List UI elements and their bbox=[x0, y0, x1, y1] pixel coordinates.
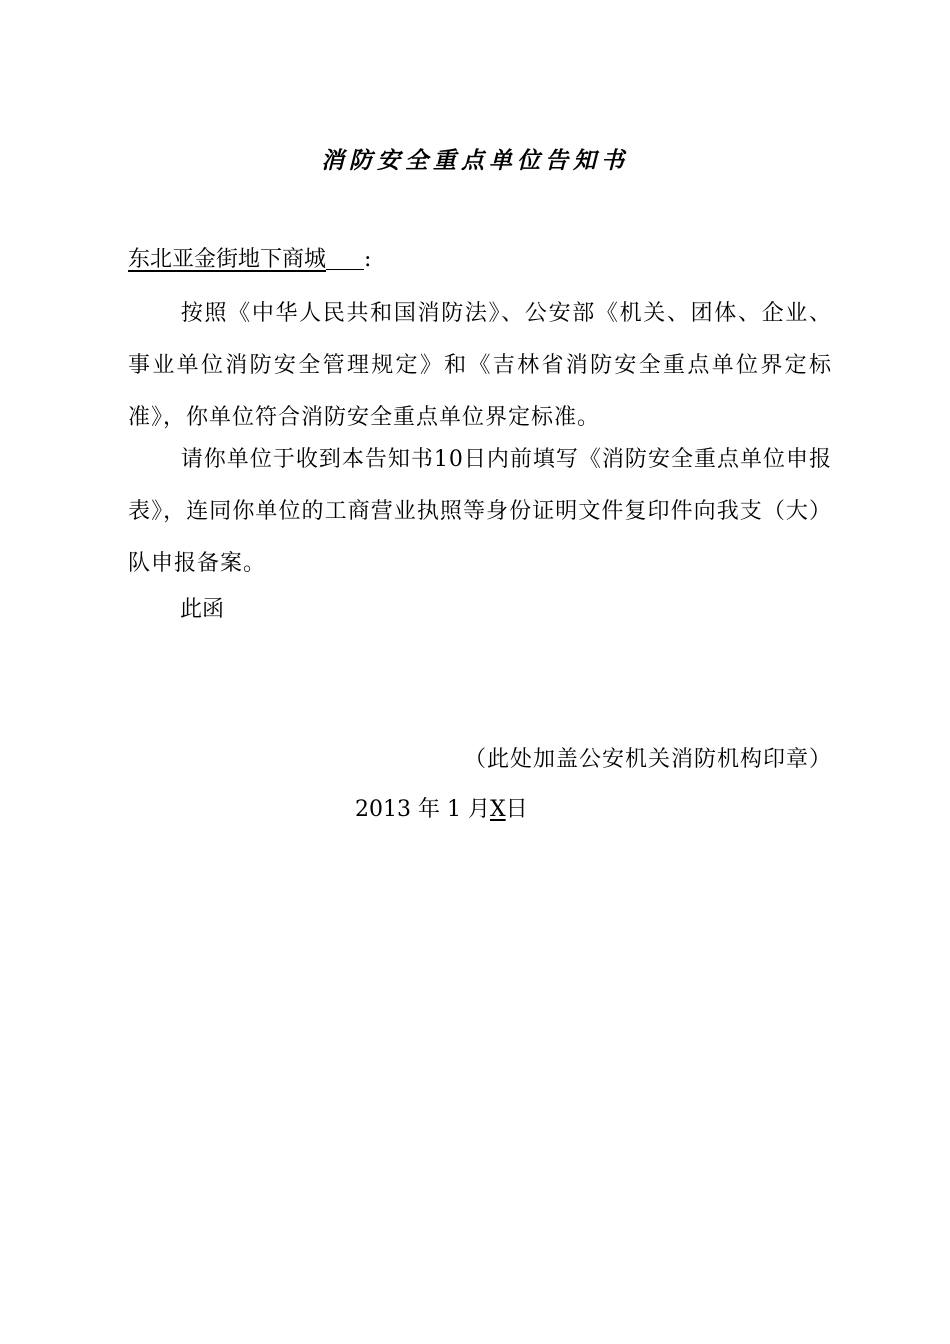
recipient-colon: : bbox=[364, 247, 372, 272]
document-title: 消防安全重点单位告知书 bbox=[321, 147, 629, 174]
issue-date bbox=[355, 790, 528, 830]
recipient-underline-pad bbox=[326, 243, 364, 270]
closing-text: 此函 bbox=[180, 597, 225, 622]
seal-note: （此处加盖公安机关消防机构印章） bbox=[463, 747, 832, 772]
salutation-line bbox=[128, 243, 371, 277]
body-paragraph-2: 请你单位于收到本告知书10日内前填写《消防安全重点单位申报表》，连同你单位的工商营业执照等身份证明文件复印件向我支（大）队申报备案。 bbox=[128, 447, 832, 576]
date-day: X bbox=[489, 797, 506, 822]
body-paragraph-1: 按照《中华人民共和国消防法》、公安部《机关、团体、企业、事业单位消防安全管理规定》和《吉林省消防安全重点单位界定标准》，你单位符合消防安全重点单位界定标准。 bbox=[128, 301, 832, 430]
date-year: 2013 年 bbox=[355, 797, 440, 822]
date-month: 1 月 bbox=[439, 797, 490, 822]
recipient-name: 东北亚金街地下商城 bbox=[128, 247, 327, 272]
date-day-suffix: 日 bbox=[505, 797, 528, 822]
